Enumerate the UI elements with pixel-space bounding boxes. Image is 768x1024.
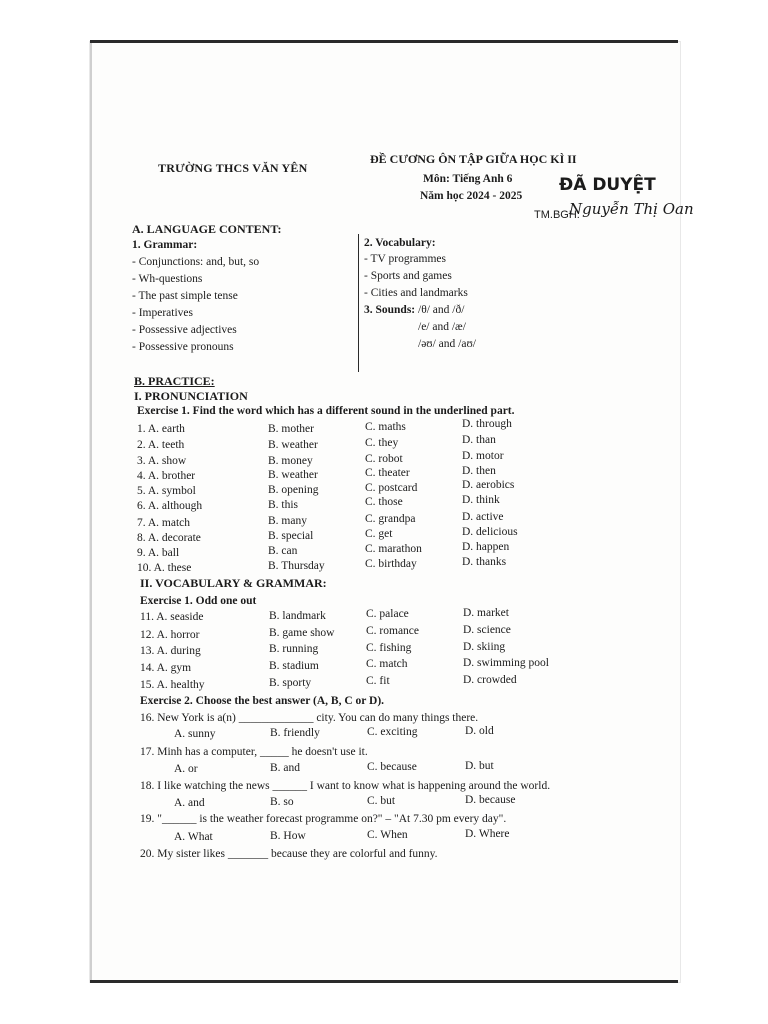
odd-option-a: 11. A. seaside xyxy=(140,611,204,623)
grammar-item: - Wh-questions xyxy=(132,273,203,285)
odd-option-c: C. palace xyxy=(366,608,409,620)
ex1-option-d: D. aerobics xyxy=(462,479,515,491)
grammar-item: - Conjunctions: and, but, so xyxy=(132,256,260,268)
ex1-option-b: B. can xyxy=(268,545,298,557)
sounds-heading: 3. Sounds: xyxy=(364,304,416,316)
answer-option: A. and xyxy=(174,797,205,809)
answer-option: B. friendly xyxy=(270,727,320,739)
approver-signature: Nguyễn Thị Oan xyxy=(569,200,694,218)
sounds-item: /əʊ/ and /aʊ/ xyxy=(418,338,476,350)
answer-option: C. because xyxy=(367,761,417,773)
ex1-option-a: 8. A. decorate xyxy=(137,532,201,544)
ex1-option-d: D. through xyxy=(462,418,512,430)
answer-option: D. because xyxy=(465,794,516,806)
column-divider xyxy=(358,234,359,372)
exercise-1-title: Exercise 1. Find the word which has a different sound in the underlined part. xyxy=(137,405,515,417)
approver-prefix: TM.BGH: xyxy=(534,209,580,221)
ex1-option-d: D. then xyxy=(462,465,496,477)
answer-option: C. exciting xyxy=(367,726,418,738)
odd-option-c: C. match xyxy=(366,658,408,670)
odd-option-b: B. stadium xyxy=(269,660,319,672)
answer-option: B. How xyxy=(270,830,306,842)
approved-stamp: ĐÃ DUYỆT xyxy=(559,175,656,195)
ex1-option-c: C. those xyxy=(365,496,403,508)
answer-option: B. and xyxy=(270,762,301,774)
odd-option-a: 13. A. during xyxy=(140,645,201,657)
ex1-option-d: D. thanks xyxy=(462,556,507,568)
ex1-option-a: 2. A. teeth xyxy=(137,439,185,451)
ex1-option-b: B. weather xyxy=(268,469,318,481)
vocabulary-heading: 2. Vocabulary: xyxy=(364,237,436,249)
ex1-option-d: D. think xyxy=(462,494,500,506)
ex1-option-d: D. delicious xyxy=(462,526,518,538)
page-bottom-border xyxy=(90,980,678,983)
odd-option-d: D. swimming pool xyxy=(463,657,549,669)
ex1-option-a: 9. A. ball xyxy=(137,547,180,559)
sounds-item: /θ/ and /ð/ xyxy=(418,304,465,316)
ex1-option-b: B. many xyxy=(268,515,307,527)
odd-option-b: B. landmark xyxy=(269,610,326,622)
answer-option: C. When xyxy=(367,829,408,841)
ex1-option-a: 1. A. earth xyxy=(137,423,185,435)
practice-heading: B. PRACTICE: xyxy=(134,374,215,388)
answer-option: A. sunny xyxy=(174,728,216,740)
ex1-option-c: C. postcard xyxy=(365,482,418,494)
grammar-item: - Possessive pronouns xyxy=(132,341,234,353)
grammar-heading: 1. Grammar: xyxy=(132,239,198,251)
ex1-option-d: D. than xyxy=(462,434,496,446)
ex1-option-b: B. weather xyxy=(268,439,318,451)
ex1-option-c: C. robot xyxy=(365,453,403,465)
odd-option-c: C. romance xyxy=(366,625,420,637)
question-text: 16. New York is a(n) _____________ city. You can do many things there. xyxy=(140,712,479,724)
answer-option: B. so xyxy=(270,796,294,808)
answer-option: D. old xyxy=(465,725,494,737)
ex1-option-a: 10. A. these xyxy=(137,562,192,574)
ex1-option-a: 5. A. symbol xyxy=(137,485,196,497)
sounds-item: /e/ and /æ/ xyxy=(418,321,466,333)
ex1-option-c: C. maths xyxy=(365,421,406,433)
ex1-option-d: D. happen xyxy=(462,541,510,553)
ex1-option-c: C. grandpa xyxy=(365,513,416,525)
document-title: ĐỀ CƯƠNG ÔN TẬP GIỮA HỌC KÌ II xyxy=(370,152,577,166)
answer-option: A. What xyxy=(174,831,213,843)
ex1-option-c: C. theater xyxy=(365,467,410,479)
question-text: 18. I like watching the news ______ I want to know what is happening around the world. xyxy=(140,780,551,792)
exercise-2-title: Exercise 2. Choose the best answer (A, B, C or D). xyxy=(140,695,385,707)
vocabulary-item: - TV programmes xyxy=(364,253,446,265)
vocabulary-item: - Sports and games xyxy=(364,270,452,282)
page-top-border xyxy=(90,40,678,43)
ex1-option-c: C. marathon xyxy=(365,543,422,555)
odd-option-b: B. sporty xyxy=(269,677,312,689)
odd-option-a: 14. A. gym xyxy=(140,662,192,674)
school-name: TRƯỜNG THCS VĂN YÊN xyxy=(158,161,308,175)
ex1-option-a: 3. A. show xyxy=(137,455,187,467)
ex1-option-a: 6. A. although xyxy=(137,500,203,512)
ex1-option-c: C. get xyxy=(365,528,393,540)
answer-option: A. or xyxy=(174,763,198,775)
answer-option: C. but xyxy=(367,795,396,807)
answer-option: D. Where xyxy=(465,828,510,840)
vocab-grammar-heading: II. VOCABULARY & GRAMMAR: xyxy=(140,576,327,590)
odd-option-d: D. science xyxy=(463,624,511,636)
ex1-option-b: B. mother xyxy=(268,423,314,435)
grammar-item: - Imperatives xyxy=(132,307,193,319)
ex1-option-d: D. active xyxy=(462,511,504,523)
ex1-option-b: B. this xyxy=(268,499,299,511)
subject-line: Môn: Tiếng Anh 6 xyxy=(423,173,513,185)
odd-option-d: D. skiing xyxy=(463,641,506,653)
vocabulary-item: - Cities and landmarks xyxy=(364,287,468,299)
odd-option-b: B. running xyxy=(269,643,319,655)
odd-option-c: C. fishing xyxy=(366,642,412,654)
ex1-option-a: 4. A. brother xyxy=(137,470,196,482)
school-year-line: Năm học 2024 - 2025 xyxy=(420,190,523,202)
odd-option-a: 15. A. healthy xyxy=(140,679,205,691)
ex1-option-b: B. opening xyxy=(268,484,319,496)
language-content-heading: A. LANGUAGE CONTENT: xyxy=(132,222,282,236)
odd-option-a: 12. A. horror xyxy=(140,629,200,641)
ex1-option-b: B. special xyxy=(268,530,314,542)
question-text: 17. Minh has a computer, _____ he doesn't use it. xyxy=(140,746,368,758)
odd-option-d: D. crowded xyxy=(463,674,517,686)
ex1-option-c: C. birthday xyxy=(365,558,417,570)
ex1-option-d: D. motor xyxy=(462,450,504,462)
grammar-item: - The past simple tense xyxy=(132,290,238,302)
question-text: 20. My sister likes _______ because they are colorful and funny. xyxy=(140,848,438,860)
odd-option-d: D. market xyxy=(463,607,509,619)
odd-one-out-title: Exercise 1. Odd one out xyxy=(140,595,257,607)
ex1-option-c: C. they xyxy=(365,437,399,449)
grammar-item: - Possessive adjectives xyxy=(132,324,237,336)
ex1-option-a: 7. A. match xyxy=(137,517,191,529)
question-text: 19. "______ is the weather forecast programme on?" – "At 7.30 pm every day". xyxy=(140,813,507,825)
pronunciation-heading: I. PRONUNCIATION xyxy=(134,389,248,403)
ex1-option-b: B. money xyxy=(268,455,313,467)
odd-option-b: B. game show xyxy=(269,627,335,639)
ex1-option-b: B. Thursday xyxy=(268,560,325,572)
odd-option-c: C. fit xyxy=(366,675,390,687)
answer-option: D. but xyxy=(465,760,494,772)
